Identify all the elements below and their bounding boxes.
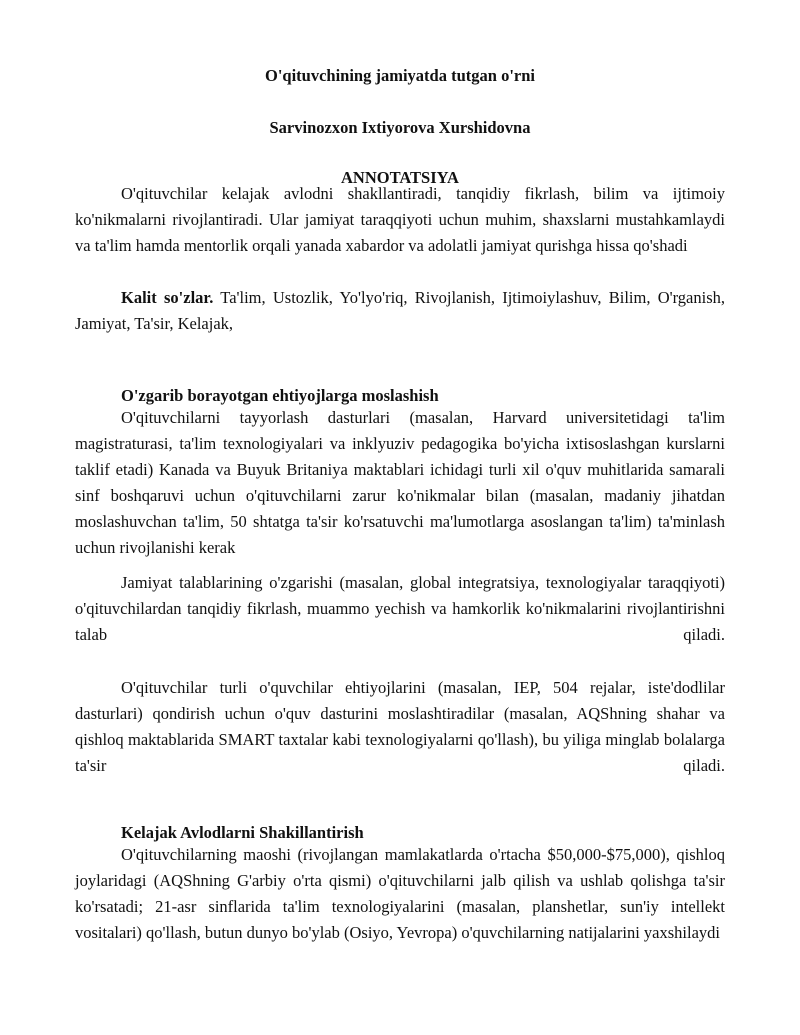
section1-paragraph-1: O'qituvchilarni tayyorlash dasturlari (masalan, Harvard universitetidagi ta'lim magistraturasi, ta'lim texnologiyalari va inklyuziv pedagogika bo'yicha ixtisoslashgan kurslarni taklif etadi) Kanada va Buyuk Britaniya maktablari ichidagi turli xil o'quv muhitlarida samarali sinf boshqaruvi uchun o'qituvchilarni zarur ko'nikmalar bilan (masalan, madaniy jihatdan moslashuvchan ta'lim, 50 shtatga ta'sir ko'rsatuvchi ma'lumotlarga asoslangan ta'lim) ta'minlash uchun rivojlanishi kerak (75, 408, 725, 557)
annotation-paragraph: O'qituvchilar kelajak avlodni shakllantiradi, tanqidiy fikrlash, bilim va ijtimoiy ko'nikmalarni rivojlantiradi. Ular jamiyat taraqqiyoti uchun muhim, shaxslarni mustahkamlaydi va ta'lim hamda mentorlik orqali yanada xabardor va adolatli jamiyat qurishga hissa qo'shadi (75, 184, 725, 255)
author-name: Sarvinozxon Ixtiyorova Xurshidovna (269, 118, 531, 137)
document-title: O'qituvchining jamiyatda tutgan o'rni (264, 66, 535, 85)
section1-paragraph-3: O'qituvchilar turli o'quvchilar ehtiyojlarini (masalan, IEP, 504 rejalar, iste'dodlilar dasturlari) qondirish uchun o'quv dasturini moslashtiradilar (masalan, AQShning shahar va qishloq maktablarida SMART taxtalar kabi texnologiyalarni qo'llash), bu yiliga minglab bolalarga ta'sir qiladi. (75, 678, 725, 775)
section-heading-future-generations: Kelajak Avlodlarni Shakillantirish (121, 823, 364, 842)
keywords-label: Kalit so'zlar. (121, 288, 214, 307)
section-heading-adaptation: O'zgarib borayotgan ehtiyojlarga moslashish (121, 386, 439, 405)
section2-paragraph-1: O'qituvchilarning maoshi (rivojlangan mamlakatlarda o'rtacha $50,000-$75,000), qishloq joylaridagi (AQShning G'arbiy o'rta qismi) o'qituvchilarni jalb qilish va ushlab qolishga ta'sir ko'rsatadi; 21-asr sinflarida ta'lim texnologiyalarini (masalan, planshetlar, sun'iy intellekt vositalari) qo'llash, butun dunyo bo'ylab (Osiyo, Yevropa) o'quvchilarning natijalarini yaxshilaydi (75, 845, 725, 942)
keywords-paragraph (75, 285, 725, 337)
section1-paragraph-2: Jamiyat talablarining o'zgarishi (masalan, global integratsiya, texnologiyalar taraqqiyoti) o'qituvchilardan tanqidiy fikrlash, muammo yechish va hamkorlik ko'nikmalarini rivojlantirishni talab qiladi. (75, 573, 725, 644)
keywords-list: Ta'lim, Ustozlik, Yo'lyo'riq, Rivojlanish, Ijtimoiylashuv, Bilim, O'rganish, Jamiyat, Ta'sir, Kelajak, (75, 288, 725, 333)
annotation-heading: ANNOTATSIYA (341, 168, 459, 187)
